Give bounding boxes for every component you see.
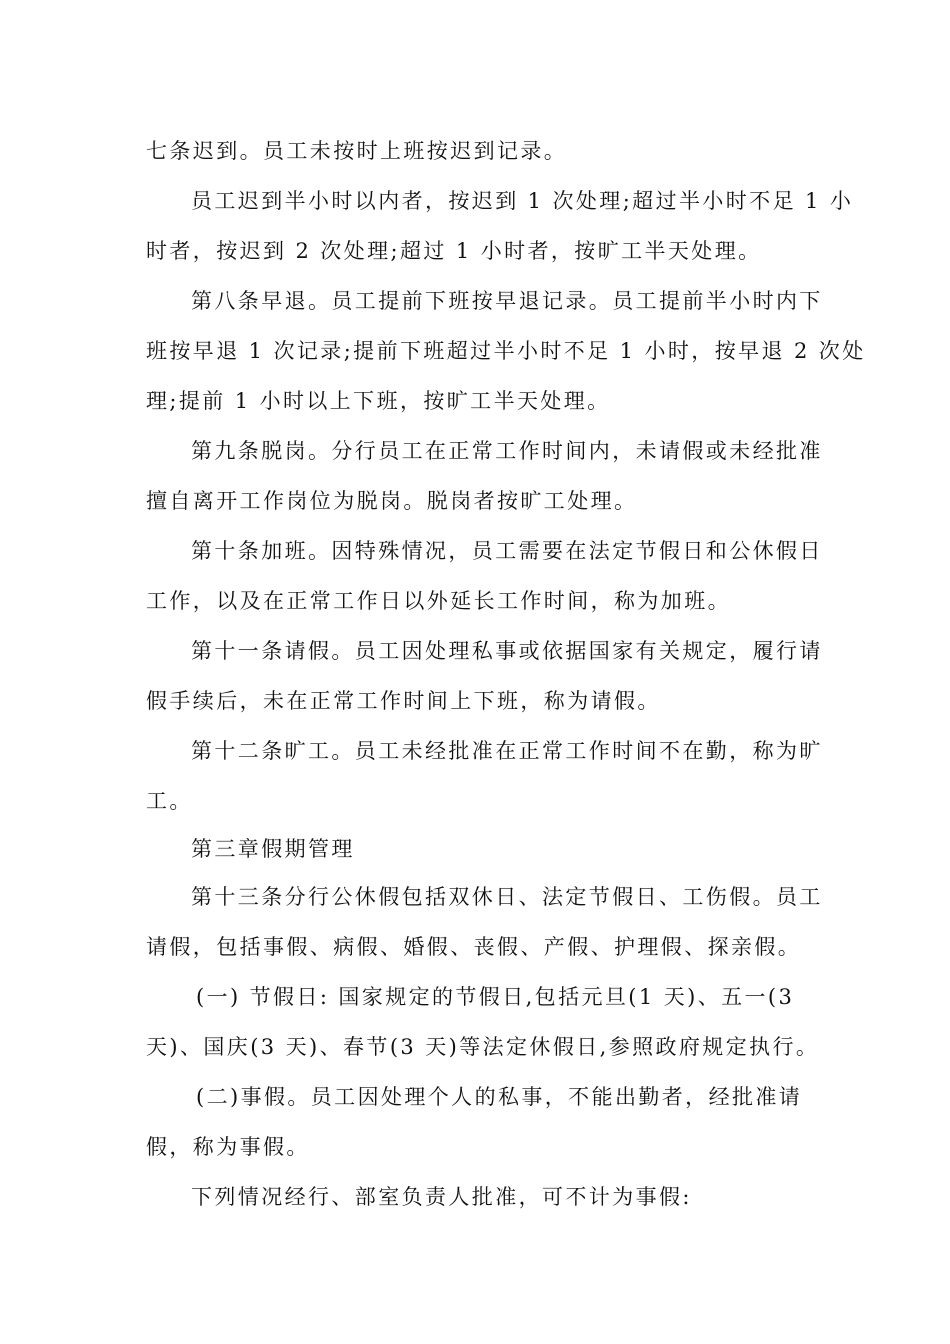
text-line: 第十一条请假。员工因处理私事或依据国家有关规定，履行请 [191, 639, 823, 663]
text-line: 员工迟到半小时以内者，按迟到 1 次处理;超过半小时不足 1 小 [191, 189, 854, 213]
text-line: (一) 节假日: 国家规定的节假日,包括元旦(1 天)、五一(3 [196, 985, 795, 1009]
text-line: 工作，以及在正常工作日以外延长工作时间，称为加班。 [146, 589, 731, 613]
text-line: 班按早退 1 次记录;提前下班超过半小时不足 1 小时，按早退 2 次处 [146, 339, 866, 363]
text-line: 第十三条分行公休假包括双休日、法定节假日、工伤假。员工 [191, 885, 823, 909]
text-line: 假手续后，未在正常工作时间上下班，称为请假。 [146, 689, 661, 713]
text-line: 请假，包括事假、病假、婚假、丧假、产假、护理假、探亲假。 [146, 935, 802, 959]
text-line: 理;提前 1 小时以上下班，按旷工半天处理。 [146, 389, 611, 413]
text-line: 天)、国庆(3 天)、春节(3 天)等法定休假日,参照政府规定执行。 [146, 1035, 820, 1059]
text-line: 七条迟到。员工未按时上班按迟到记录。 [146, 139, 568, 163]
text-line: (二)事假。员工因处理个人的私事，不能出勤者，经批准请 [196, 1085, 803, 1109]
text-line: 下列情况经行、部室负责人批准，可不计为事假: [191, 1185, 692, 1209]
text-line: 第十条加班。因特殊情况，员工需要在法定节假日和公休假日 [191, 539, 823, 563]
text-line: 第十二条旷工。员工未经批准在正常工作时间不在勤，称为旷 [191, 739, 823, 763]
text-line: 第九条脱岗。分行员工在正常工作时间内，未请假或未经批准 [191, 439, 823, 463]
text-line: 假，称为事假。 [146, 1135, 310, 1159]
text-line: 第八条早退。员工提前下班按早退记录。员工提前半小时内下 [191, 289, 823, 313]
text-line: 工。 [146, 789, 193, 813]
chapter-heading: 第三章假期管理 [191, 837, 355, 861]
text-line: 时者，按迟到 2 次处理;超过 1 小时者，按旷工半天处理。 [146, 239, 762, 263]
text-line: 擅自离开工作岗位为脱岗。脱岗者按旷工处理。 [146, 489, 638, 513]
